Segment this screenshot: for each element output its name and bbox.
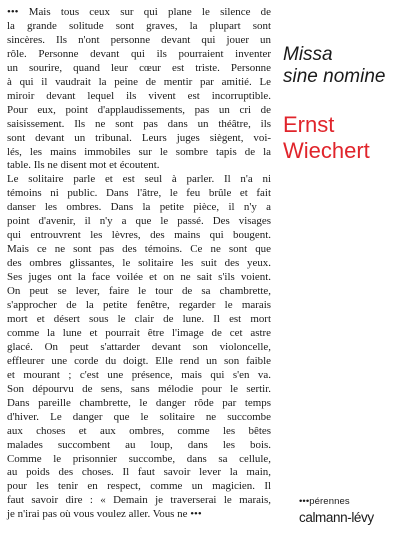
publisher-block bbox=[299, 496, 397, 526]
author-first-name: Ernst bbox=[283, 112, 335, 137]
excerpt-line: d'hiver. Le danger que le solitaire ne succombe bbox=[7, 410, 271, 423]
excerpt-line: danser les ombres. Dans la petite pièce, il n'y a bbox=[7, 201, 271, 214]
excerpt-line: saisissement. Ils ne sont pas dans un théâtre, ils bbox=[7, 117, 271, 130]
excerpt-line: mort et désert sous le clair de lune. Il est mort bbox=[7, 312, 271, 325]
excerpt-line: Pour eux, point d'applaudissements, pas un cri de bbox=[7, 103, 271, 116]
author-name bbox=[283, 112, 398, 164]
excerpt-line: sont devant un tribunal. Leurs juges siègent, voi- bbox=[7, 131, 271, 144]
excerpt-line: un sourire, quand leur cœur est triste. Personne bbox=[7, 61, 271, 74]
excerpt-line: pour les tenir en respect, comme un magicien. Il bbox=[7, 480, 271, 493]
excerpt-text bbox=[7, 6, 271, 522]
excerpt-line: effleurer une corde du doigt. Elle rend un son faible bbox=[7, 354, 271, 367]
excerpt-line: malades succombent au loup, dans les bois. bbox=[7, 438, 271, 451]
excerpt-line: Le solitaire parle et est seul à parler. Il n'a ni bbox=[7, 173, 271, 186]
excerpt-line: Son dépourvu de sens, sans mélodie pour le sertir. bbox=[7, 382, 271, 395]
excerpt-line: Ses juges ont la face voilée et on ne sait s'ils voient. bbox=[7, 271, 271, 284]
excerpt-line: glacé. On peut s'attarder devant son violoncelle, bbox=[7, 340, 271, 353]
excerpt-line: On peut se lever, faire le tour de sa chambrette, bbox=[7, 285, 271, 298]
excerpt-line: à qui il vaudrait la peine de mentir par amitié. Le bbox=[7, 75, 271, 88]
excerpt-line: Dans pareille chambrette, le danger rôde par temps bbox=[7, 396, 271, 409]
publisher-name: calmann-lévy bbox=[299, 510, 374, 525]
excerpt-line: table. Ils ne disent mot et écoutent. bbox=[7, 159, 160, 172]
excerpt-line: miroir devant lequel ils vivent est incorruptible. bbox=[7, 89, 271, 102]
excerpt-line: s'approcher de la petite fenêtre, regarder le marais bbox=[7, 299, 271, 312]
excerpt-line: au poids des choses. Il faut savoir lever la main, bbox=[7, 466, 271, 479]
excerpt-line: témoins ni public. Dans l'âtre, le feu brûle et fait bbox=[7, 187, 271, 200]
excerpt-line: et mourant ; c'est une présence, mais qui s'en va. bbox=[7, 368, 271, 381]
excerpt-line: je n'irai pas où vous voulez aller. Vous ne ••• bbox=[7, 508, 202, 521]
excerpt-line: lés, les mains immobiles sur le sombre tapis de la bbox=[7, 145, 271, 158]
excerpt-line: Comme le prisonnier succombe, dans sa cellule, bbox=[7, 452, 271, 465]
title-line: sine nomine bbox=[283, 66, 386, 87]
excerpt-line: sincères. Ils n'ont personne devant qui jouer un bbox=[7, 33, 271, 46]
excerpt-line: aux choses et aux ombres, comme les bêtes bbox=[7, 424, 271, 437]
excerpt-line: rôle. Personne devant qui ils pourraient inventer bbox=[7, 47, 271, 60]
excerpt-line: la grande solitude sont graves, la plupart sont bbox=[7, 19, 271, 32]
excerpt-line: faut savoir dire : « Demain je traverserai le marais, bbox=[7, 494, 271, 507]
excerpt-line: qui entrouvrent les lèvres, des mains qui bougent. bbox=[7, 229, 271, 242]
book-title bbox=[283, 44, 398, 88]
excerpt-line: Mais ce ne sont pas des témoins. Ce ne sont que bbox=[7, 243, 271, 256]
collection-name: •••pérennes bbox=[299, 496, 350, 507]
excerpt-line: comme la lune et pourrait être l'image de cet astre bbox=[7, 326, 271, 339]
author-last-name: Wiechert bbox=[283, 138, 370, 163]
excerpt-line: ••• Mais tous ceux sur qui plane le silence de bbox=[7, 6, 271, 18]
excerpt-line: des ombres glissantes, le solitaire les suit des yeux. bbox=[7, 257, 271, 270]
excerpt-line: point d'avenir, il n'y a que le passé. Des visages bbox=[7, 215, 271, 228]
title-line: Missa bbox=[283, 44, 333, 65]
